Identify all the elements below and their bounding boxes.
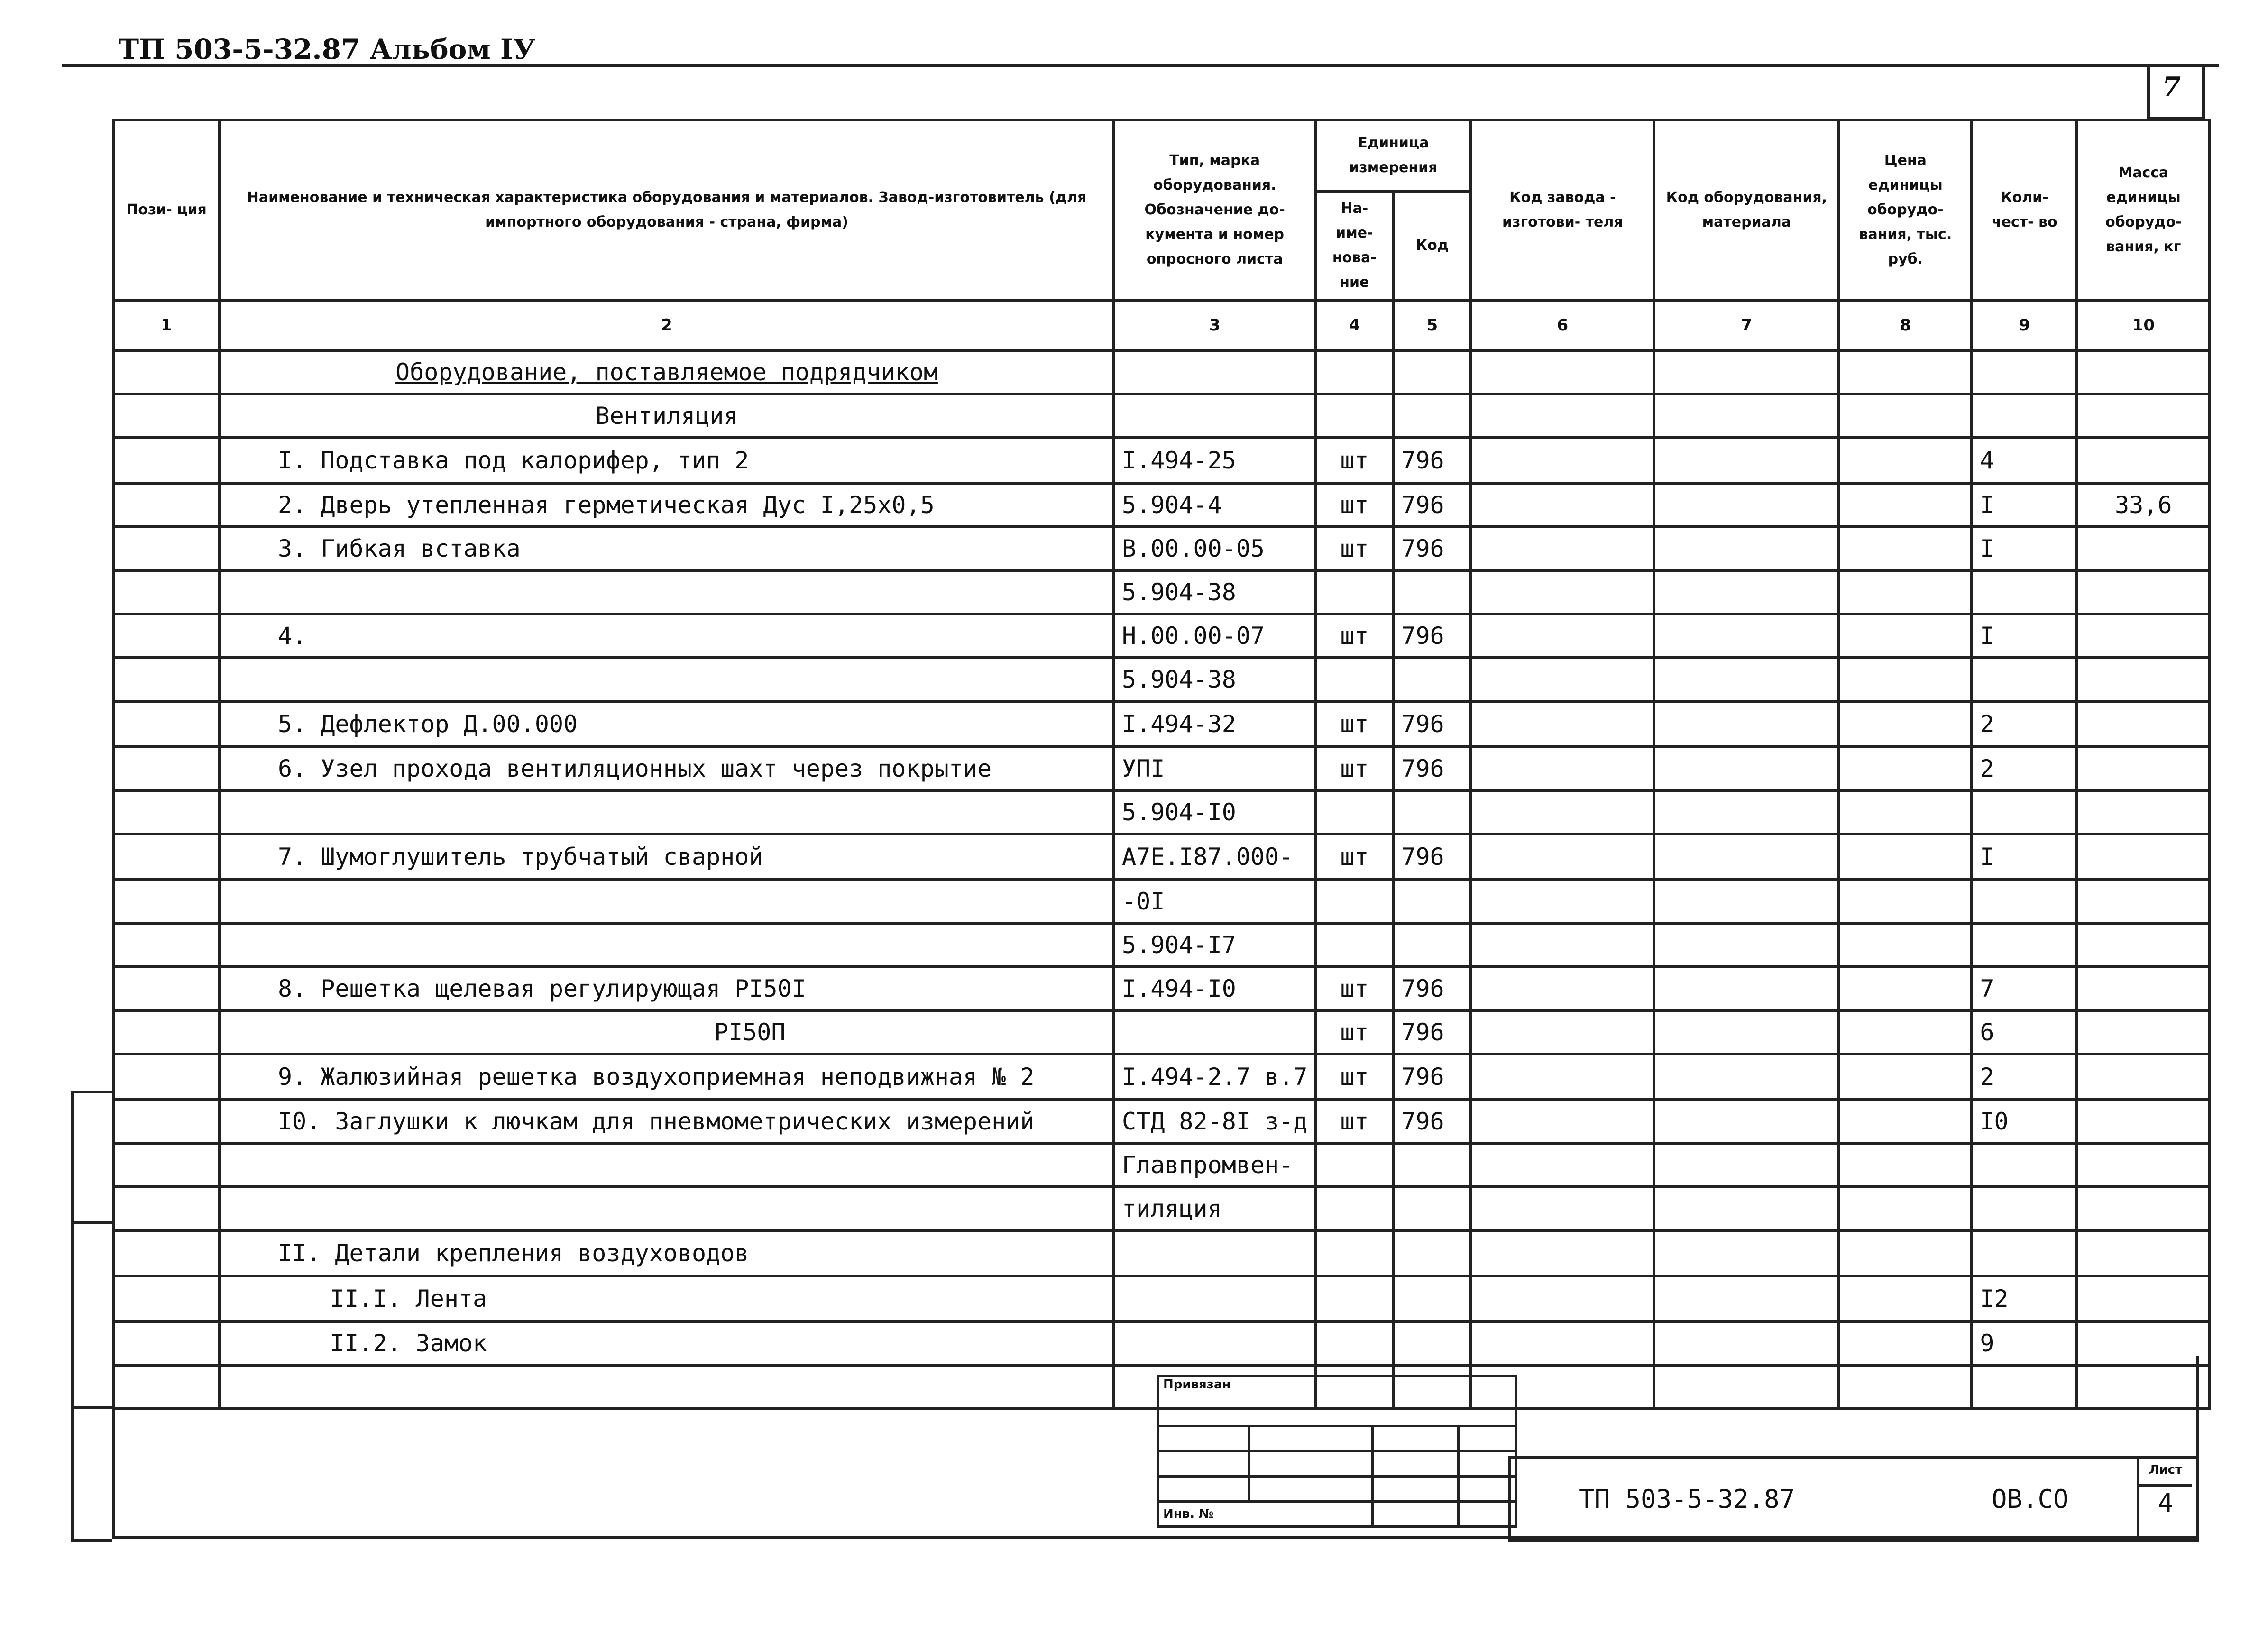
plant-code-cell [1471,967,1654,1010]
table-row [113,1230,2210,1276]
equipment-code-cell [1654,527,1839,570]
price-cell [1839,1230,1972,1276]
header-price: Цена единицы оборудо- вания, тыс. руб. [1839,120,1972,300]
header-unit-name: На- име- нова- ние [1315,191,1393,300]
item-type: 5.904-I7 [1114,923,1315,967]
item-mass: 33,6 [2077,483,2210,527]
unit-name [1315,880,1393,923]
item-quantity [1972,1187,2077,1230]
price-cell [1839,1276,1972,1322]
sheet-label: Лист [2139,1456,2192,1487]
unit-name: шт [1315,483,1393,527]
unit-name: шт [1315,1010,1393,1054]
unit-code [1393,1143,1471,1187]
price-cell [1839,658,1972,701]
item-quantity: I2 [1972,1276,2077,1322]
table-row [113,1187,2210,1230]
item-mass [2077,923,2210,967]
item-name: II. Детали крепления воздуховодов [220,1230,1114,1276]
unit-code: 796 [1393,1054,1471,1100]
plant-code-cell [1471,701,1654,747]
item-quantity [1972,880,2077,923]
position-cell [113,834,220,880]
price-cell [1839,614,1972,658]
equipment-code-cell [1654,747,1839,790]
item-type: Н.00.00-07 [1114,614,1315,658]
unit-code [1393,658,1471,701]
item-name: 8. Решетка щелевая регулирующая PI50I [220,967,1114,1010]
unit-name [1315,658,1393,701]
plant-code-cell [1471,394,1654,438]
item-type [1114,1230,1315,1276]
unit-code: 796 [1393,483,1471,527]
plant-code-cell [1471,1054,1654,1100]
table-row [113,880,2210,923]
unit-name [1315,350,1393,394]
item-mass [2077,1230,2210,1276]
header-unit-group: Единица измерения [1315,120,1471,191]
position-cell [113,483,220,527]
price-cell [1839,923,1972,967]
table-row [113,438,2210,483]
item-name: PI50П [220,1010,1114,1054]
table-row [113,527,2210,570]
position-cell [113,350,220,394]
price-cell [1839,1143,1972,1187]
unit-name: шт [1315,747,1393,790]
plant-code-cell [1471,350,1654,394]
table-row [113,1054,2210,1100]
unit-code: 796 [1393,701,1471,747]
item-name [220,658,1114,701]
unit-code [1393,570,1471,614]
header-unit-code: Код [1393,191,1471,300]
item-name [220,880,1114,923]
plant-code-cell [1471,834,1654,880]
position-cell [113,923,220,967]
item-mass [2077,1054,2210,1100]
plant-code-cell [1471,1143,1654,1187]
unit-code: 796 [1393,1100,1471,1143]
equipment-code-cell [1654,1276,1839,1322]
unit-name [1315,394,1393,438]
item-name [220,1187,1114,1230]
unit-name: шт [1315,614,1393,658]
plant-code-cell [1471,923,1654,967]
plant-code-cell [1471,527,1654,570]
table-row [113,394,2210,438]
item-quantity: 2 [1972,1054,2077,1100]
item-mass [2077,438,2210,483]
item-type: 5.904-4 [1114,483,1315,527]
equipment-code-cell [1654,570,1839,614]
item-quantity [1972,394,2077,438]
unit-name: шт [1315,527,1393,570]
position-cell [113,1143,220,1187]
unit-name [1315,1276,1393,1322]
item-name: II.2. Замок [220,1322,1114,1365]
item-mass [2077,1010,2210,1054]
item-quantity: I [1972,527,2077,570]
unit-code: 796 [1393,438,1471,483]
item-quantity: 6 [1972,1010,2077,1054]
plant-code-cell [1471,1010,1654,1054]
item-type: тиляция [1114,1187,1315,1230]
position-cell [113,701,220,747]
table-row [113,570,2210,614]
item-type [1114,1276,1315,1322]
unit-code [1393,1187,1471,1230]
table-row [113,1100,2210,1143]
table-row [113,1010,2210,1054]
unit-name: шт [1315,1054,1393,1100]
unit-code: 796 [1393,967,1471,1010]
item-type: I.494-32 [1114,701,1315,747]
item-quantity: I0 [1972,1100,2077,1143]
unit-code: 796 [1393,614,1471,658]
column-number: 6 [1471,300,1654,350]
plant-code-cell [1471,483,1654,527]
table-row [113,1143,2210,1187]
plant-code-cell [1471,1230,1654,1276]
specification-rows [113,350,2210,1409]
item-quantity: I [1972,834,2077,880]
item-mass [2077,834,2210,880]
price-cell [1839,1010,1972,1054]
position-cell [113,1187,220,1230]
item-name: 9. Жалюзийная решетка воздухоприемная неподвижная № 2 [220,1054,1114,1100]
price-cell [1839,394,1972,438]
item-quantity: 4 [1972,438,2077,483]
position-cell [113,747,220,790]
album-header: ТП 503-5-32.87 Альбом IУ [119,33,536,65]
plant-code-cell [1471,570,1654,614]
unit-name: шт [1315,834,1393,880]
equipment-code-cell [1654,1143,1839,1187]
equipment-code-cell [1654,350,1839,394]
unit-code [1393,923,1471,967]
item-mass [2077,658,2210,701]
column-number: 1 [113,300,220,350]
item-quantity: 2 [1972,701,2077,747]
item-type: УПI [1114,747,1315,790]
equipment-code-cell [1654,1230,1839,1276]
header-equipment-code: Код оборудования, материала [1654,120,1839,300]
table-row [113,701,2210,747]
plant-code-cell [1471,1100,1654,1143]
column-number: 9 [1972,300,2077,350]
unit-name [1315,570,1393,614]
table-row [113,747,2210,790]
position-cell [113,658,220,701]
position-cell [113,527,220,570]
equipment-code-cell [1654,701,1839,747]
item-mass [2077,1143,2210,1187]
item-name [220,790,1114,834]
item-quantity [1972,350,2077,394]
equipment-code-cell [1654,438,1839,483]
sheet-value: 4 [2158,1488,2174,1518]
left-margin-stamp [71,1091,112,1542]
plant-code-cell [1471,614,1654,658]
table-row [113,658,2210,701]
item-quantity [1972,570,2077,614]
equipment-code-cell [1654,614,1839,658]
item-quantity [1972,923,2077,967]
plant-code-cell [1471,438,1654,483]
price-cell [1839,570,1972,614]
item-mass [2077,614,2210,658]
item-type: I.494-25 [1114,438,1315,483]
equipment-code-cell [1654,483,1839,527]
item-type: 5.904-38 [1114,570,1315,614]
equipment-code-cell [1654,1100,1839,1143]
item-mass [2077,570,2210,614]
unit-name [1315,923,1393,967]
item-name [220,570,1114,614]
document-code: ТП 503-5-32.87 [1579,1484,1795,1514]
column-number: 8 [1839,300,1972,350]
item-name: 3. Гибкая вставка [220,527,1114,570]
unit-name [1315,1143,1393,1187]
position-cell [113,1100,220,1143]
equipment-code-cell [1654,394,1839,438]
table-row [113,350,2210,394]
item-name: I0. Заглушки к лючкам для пневмометрических измерений [220,1100,1114,1143]
item-name: II.I. Лента [220,1276,1114,1322]
item-type: -0I [1114,880,1315,923]
attached-label: Привязан [1158,1377,1516,1426]
unit-code [1393,790,1471,834]
plant-code-cell [1471,880,1654,923]
equipment-code-cell [1654,880,1839,923]
position-cell [113,1054,220,1100]
unit-name: шт [1315,967,1393,1010]
corner-sheet-number: 7 [2162,71,2181,102]
item-type: I.494-I0 [1114,967,1315,1010]
item-quantity: 2 [1972,747,2077,790]
price-cell [1839,438,1972,483]
price-cell [1839,747,1972,790]
table-row [113,1276,2210,1322]
item-mass [2077,394,2210,438]
header-plant-code: Код завода - изготови- теля [1471,120,1654,300]
table-row [113,483,2210,527]
item-type [1114,1010,1315,1054]
unit-code: 796 [1393,747,1471,790]
unit-code: 796 [1393,834,1471,880]
equipment-code-cell [1654,1010,1839,1054]
column-number: 3 [1114,300,1315,350]
price-cell [1839,1100,1972,1143]
price-cell [1839,967,1972,1010]
item-mass [2077,350,2210,394]
position-cell [113,438,220,483]
position-cell [113,1010,220,1054]
table-row [113,923,2210,967]
equipment-code-cell [1654,923,1839,967]
plant-code-cell [1471,747,1654,790]
unit-code [1393,350,1471,394]
item-quantity: 9 [1972,1322,2077,1365]
item-type: 5.904-I0 [1114,790,1315,834]
plant-code-cell [1471,790,1654,834]
equipment-code-cell [1654,790,1839,834]
item-type: В.00.00-05 [1114,527,1315,570]
equipment-code-cell [1654,1054,1839,1100]
header-position: Пози- ция [113,120,220,300]
position-cell [113,967,220,1010]
item-mass [2077,1100,2210,1143]
header-type: Тип, марка оборудования. Обозначение до- кумента и номер опросного листа [1114,120,1315,300]
item-name: 7. Шумоглушитель трубчатый сварной [220,834,1114,880]
document-mark: ОВ.СО [1992,1484,2069,1514]
price-cell [1839,790,1972,834]
price-cell [1839,880,1972,923]
unit-code [1393,880,1471,923]
sheet-cell [2137,1456,2192,1536]
item-name [220,923,1114,967]
unit-code [1393,1230,1471,1276]
table-row [113,790,2210,834]
item-quantity: I [1972,614,2077,658]
item-quantity: I [1972,483,2077,527]
inventory-label: Инв. № [1158,1502,1373,1527]
table-row [113,967,2210,1010]
item-mass [2077,527,2210,570]
position-cell [113,1230,220,1276]
position-cell [113,394,220,438]
position-cell [113,614,220,658]
item-mass [2077,701,2210,747]
table-row [113,614,2210,658]
column-number: 5 [1393,300,1471,350]
item-name: 5. Дефлектор Д.00.000 [220,701,1114,747]
price-cell [1839,350,1972,394]
item-mass [2077,1276,2210,1322]
unit-code [1393,1276,1471,1322]
price-cell [1839,701,1972,747]
item-name: 4. [220,614,1114,658]
column-number: 7 [1654,300,1839,350]
position-cell [113,570,220,614]
item-mass [2077,747,2210,790]
item-type [1114,394,1315,438]
price-cell [1839,527,1972,570]
item-mass [2077,1187,2210,1230]
item-quantity [1972,658,2077,701]
table-row [113,834,2210,880]
column-number: 10 [2077,300,2210,350]
plant-code-cell [1471,1187,1654,1230]
unit-name: шт [1315,1100,1393,1143]
item-type [1114,350,1315,394]
header-mass: Масса единицы оборудо- вания, кг [2077,120,2210,300]
price-cell [1839,1187,1972,1230]
item-type: 5.904-38 [1114,658,1315,701]
item-name [220,1143,1114,1187]
plant-code-cell [1471,658,1654,701]
unit-code [1393,394,1471,438]
price-cell [1839,1054,1972,1100]
item-name: 2. Дверь утепленная герметическая Дус I,25x0,5 [220,483,1114,527]
item-quantity [1972,1230,2077,1276]
price-cell [1839,483,1972,527]
item-name: Вентиляция [220,394,1114,438]
unit-name [1315,790,1393,834]
unit-name: шт [1315,438,1393,483]
item-mass [2077,790,2210,834]
equipment-code-cell [1654,1187,1839,1230]
position-cell [113,880,220,923]
specification-table [112,119,2211,1410]
item-quantity [1972,790,2077,834]
item-quantity: 7 [1972,967,2077,1010]
column-numbers-row [113,300,2210,350]
item-quantity [1972,1143,2077,1187]
item-type: СТД 82-8I з-д [1114,1100,1315,1143]
item-name: 6. Узел прохода вентиляционных шахт через покрытие [220,747,1114,790]
unit-code: 796 [1393,527,1471,570]
item-type: Главпромвен- [1114,1143,1315,1187]
item-name: Оборудование, поставляемое подрядчиком [220,350,1114,394]
unit-name [1315,1187,1393,1230]
item-mass [2077,880,2210,923]
unit-code: 796 [1393,1010,1471,1054]
equipment-code-cell [1654,658,1839,701]
column-number: 2 [220,300,1114,350]
header-name: Наименование и техническая характеристика оборудования и материалов. Завод-изготовитель (для импортного оборудования - страна, фирма) [220,120,1114,300]
equipment-code-cell [1654,967,1839,1010]
plant-code-cell [1471,1276,1654,1322]
item-mass [2077,967,2210,1010]
header-quantity: Коли- чест- во [1972,120,2077,300]
item-type: А7Е.I87.000- [1114,834,1315,880]
column-number: 4 [1315,300,1393,350]
position-cell [113,1276,220,1322]
equipment-code-cell [1654,834,1839,880]
item-type: I.494-2.7 в.7 [1114,1054,1315,1100]
item-name: I. Подставка под калорифер, тип 2 [220,438,1114,483]
approval-stamp [1157,1375,1517,1528]
position-cell [113,790,220,834]
unit-name [1315,1230,1393,1276]
price-cell [1839,834,1972,880]
unit-name: шт [1315,701,1393,747]
